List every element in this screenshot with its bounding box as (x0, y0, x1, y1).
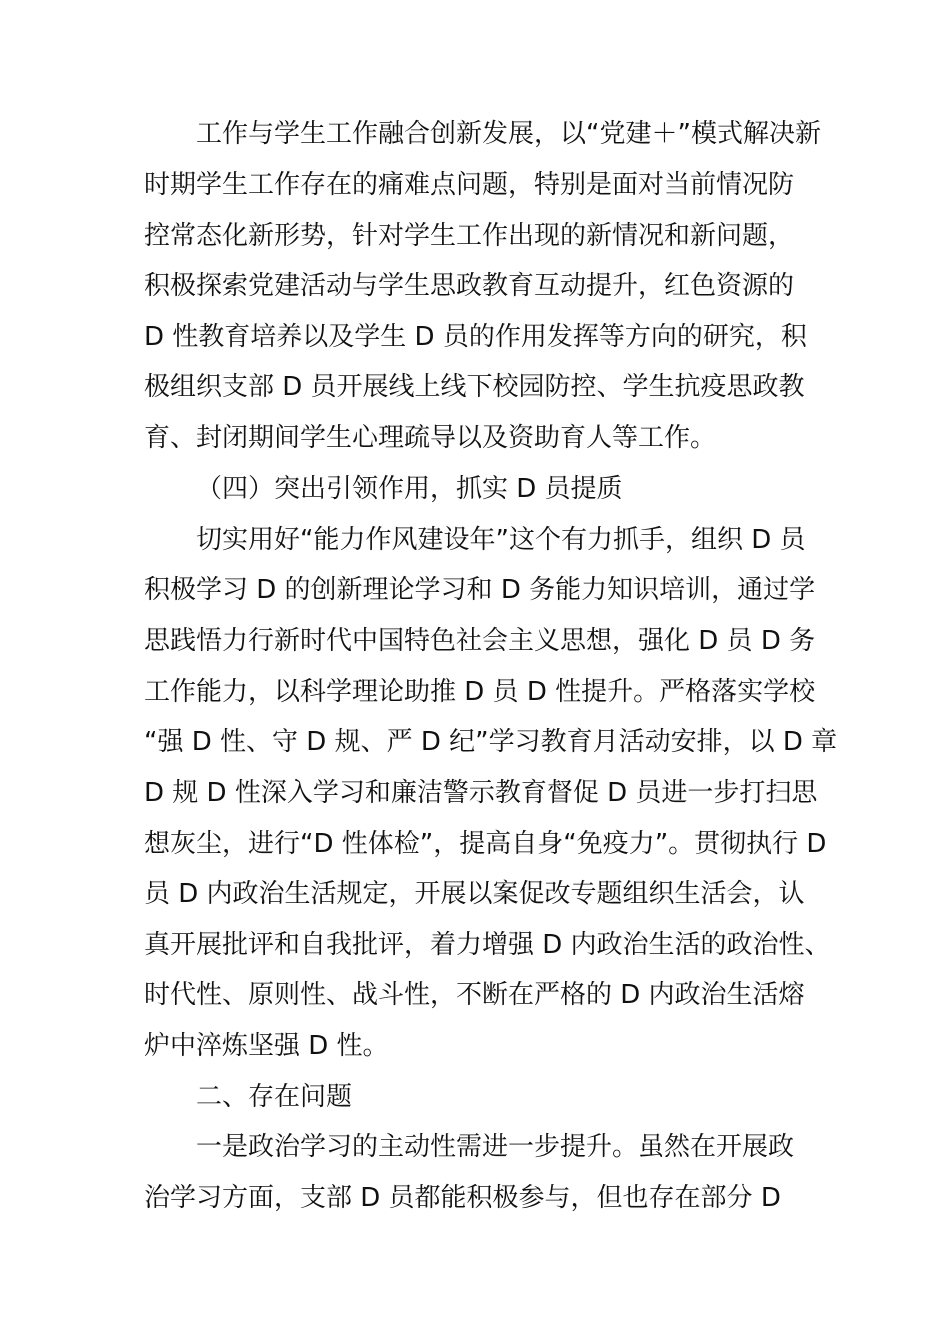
paragraph-line: 工作能力，以科学理论助推 D 员 D 性提升。严格落实学校 (144, 677, 816, 707)
paragraph-line: 切实用好“能力作风建设年”这个有力抓手，组织 D 员 (196, 525, 806, 555)
paragraph-line: 控常态化新形势，针对学生工作出现的新情况和新问题， (144, 221, 795, 251)
paragraph-line: D 规 D 性深入学习和廉洁警示教育督促 D 员进一步打扫思 (144, 778, 818, 808)
paragraph-line: 员 D 内政治生活规定，开展以案促改专题组织生活会，认 (144, 879, 805, 909)
section-heading: 二、存在问题 (196, 1082, 353, 1112)
paragraph-line: D 性教育培养以及学生 D 员的作用发挥等方向的研究，积 (144, 322, 807, 352)
paragraph-line: 一是政治学习的主动性需进一步提升。虽然在开展政 (196, 1132, 795, 1162)
paragraph-line: 育、封闭期间学生心理疏导以及资助育人等工作。 (144, 423, 717, 453)
paragraph-line: 工作与学生工作融合创新发展，以“党建＋”模式解决新 (196, 119, 821, 149)
paragraph-line: 积极探索党建活动与学生思政教育互动提升，红色资源的 (144, 271, 795, 301)
section-heading: （四）突出引领作用，抓实 D 员提质 (196, 474, 623, 504)
paragraph-line: “强 D 性、守 D 规、严 D 纪”学习教育月活动安排，以 D 章 (144, 727, 838, 757)
paragraph-line: 炉中淬炼坚强 D 性。 (144, 1031, 389, 1061)
paragraph-line: 治学习方面，支部 D 员都能积极参与，但也存在部分 D (144, 1183, 781, 1213)
paragraph-line: 想灰尘，进行“D 性体检”，提高自身“免疫力”。贯彻执行 D (144, 829, 827, 859)
paragraph-line: 时代性、原则性、战斗性，不断在严格的 D 内政治生活熔 (144, 980, 805, 1010)
paragraph-line: 积极学习 D 的创新理论学习和 D 务能力知识培训，通过学 (144, 575, 816, 605)
paragraph-line: 时期学生工作存在的痛难点问题，特别是面对当前情况防 (144, 170, 795, 200)
paragraph-line: 真开展批评和自我批评，着力增强 D 内政治生活的政治性、 (144, 930, 831, 960)
paragraph-line: 极组织支部 D 员开展线上线下校园防控、学生抗疫思政教 (144, 372, 805, 402)
paragraph-line: 思践悟力行新时代中国特色社会主义思想，强化 D 员 D 务 (144, 626, 816, 656)
